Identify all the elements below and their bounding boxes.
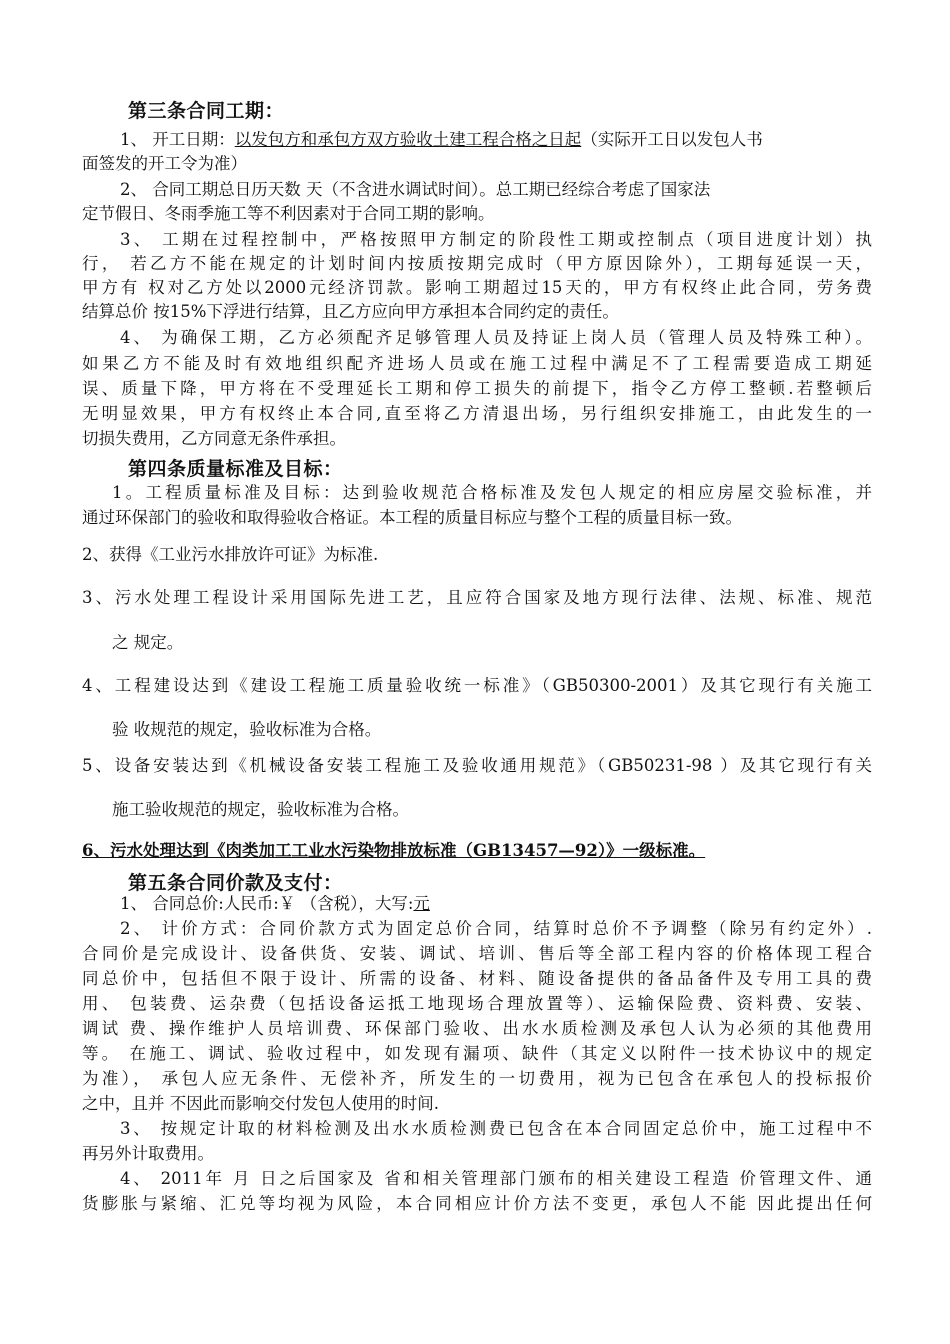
s3-line-1 [120, 129, 872, 151]
s4-item-2: 2、获得《工业污水排放许可证》为标准. [82, 545, 379, 564]
s3-line-1-suffix: （实际开工日以发包人书 [581, 130, 763, 149]
s4-item-3-cont: 之 规定。 [112, 633, 184, 652]
s5-line-6: 调试 费、操作维护人员培训费、环保部门验收、出水水质检测及承包人认为必须的其他费用 [82, 1019, 872, 1038]
s3-line-1-underlined: 以发包方和承包方双方验收土建工程合格之日起 [234, 130, 582, 149]
s4-line-1: 1。工程质量标准及目标：达到验收规范合格标准及发包人规定的相应房屋交验标准，并 [112, 483, 872, 502]
s3-line-9: 4、 为确保工期，乙方必须配齐足够管理人员及持证上岗人员（管理人员及特殊工种）。 [120, 328, 872, 347]
s3-line-8: 结算总价 按15%下浮进行结算，且乙方应向甲方承担本合同约定的责任。 [82, 302, 619, 321]
s5-line-13: 货膨胀与紧缩、汇兑等均视为风险，本合同相应计价方法不变更，承包人不能 因此提出任何 [82, 1194, 872, 1213]
s4-item-5: 5、设备安装达到《机械设备安装工程施工及验收通用规范》（GB50231-98 ）及其它现行有关 [82, 756, 872, 775]
s5-line-5: 用、 包装费、运杂费（包括设备运抵工地现场合理放置等）、运输保险费、资料费、安装、 [82, 994, 872, 1013]
s3-line-2: 面签发的开工令为准） [82, 154, 247, 173]
s5-line-10: 3、 按规定计取的材料检测及出水水质检测费已包含在本合同固定总价中，施工过程中不 [120, 1119, 872, 1138]
s3-line-12: 无明显效果，甲方有权终止本合同,直至将乙方清退出场，另行组织安排施工，由此发生的一 [82, 404, 872, 423]
s4-item-3: 3、污水处理工程设计采用国际先进工艺，且应符合国家及地方现行法律、法规、标准、规范 [82, 588, 872, 607]
s5-line-1 [120, 893, 872, 915]
s3-line-6: 行， 若乙方不能在规定的计划时间内按质按期完成时（甲方原因除外），工期每延误一天， [82, 254, 872, 273]
s3-line-1-prefix: 1、 开工日期： [120, 130, 235, 149]
s5-line-3: 合同价是完成设计、设备供货、安装、调试、培训、售后等全部工程内容的价格体现工程合 [82, 944, 872, 963]
section-3-heading: 第三条合同工期： [128, 100, 285, 122]
s5-line-11: 再另外计取费用。 [82, 1144, 214, 1163]
s3-line-7: 甲方有 权对乙方处以2000元经济罚款。影响工期超过15天的，甲方有权终止此合同，劳务费 [82, 278, 872, 297]
s5-line-7: 等。 在施工、调试、验收过程中，如发现有漏项、缺件（其定义以附件一技术协议中的规定 [82, 1044, 872, 1063]
s5-line-9: 之中，且并 不因此而影响交付发包人使用的时间. [82, 1094, 439, 1113]
s5-line-2: 2、 计价方式：合同价款方式为固定总价合同，结算时总价不予调整（除另有约定外）. [120, 919, 872, 938]
section-5-heading: 第五条合同价款及支付： [128, 872, 343, 894]
s3-line-11: 误、质量下降，甲方将在不受理延长工期和停工损失的前提下，指令乙方停工整顿.若整顿后 [82, 379, 872, 398]
s4-item-5-cont: 施工验收规范的规定，验收标准为合格。 [112, 800, 409, 819]
s5-line-8: 为准）， 承包人应无条件、无偿补齐，所发生的一切费用，视为已包含在承包人的投标报价 [82, 1069, 872, 1088]
s4-line-2: 通过环保部门的验收和取得验收合格证。本工程的质量目标应与整个工程的质量目标一致。 [82, 508, 742, 527]
section-4-heading: 第四条质量标准及目标： [128, 458, 343, 480]
s5-line-4: 同总价中，包括但不限于设计、所需的设备、材料、随设备提供的备品备件及专用工具的费 [82, 969, 872, 988]
s3-line-10: 如果乙方不能及时有效地组织配齐进场人员或在施工过程中满足不了工程需要造成工期延 [82, 354, 872, 373]
s5-line-1-underlined: 元 [413, 894, 430, 913]
s5-line-1-text: 1、 合同总价:人民币:￥ （含税），大写: [120, 894, 414, 913]
s4-item-4-cont: 验 收规范的规定，验收标准为合格。 [112, 720, 382, 739]
s5-line-12: 4、 2011年 月 日之后国家及 省和相关管理部门颁布的相关建设工程造 价管理文件、通 [120, 1169, 872, 1188]
s3-line-13: 切损失费用，乙方同意无条件承担。 [82, 429, 346, 448]
s3-line-5: 3、 工期在过程控制中，严格按照甲方制定的阶段性工期或控制点（项目进度计划）执 [120, 230, 872, 249]
s4-item-4: 4、工程建设达到《建设工程施工质量验收统一标准》（GB50300-2001）及其它现行有关施工 [82, 676, 872, 695]
s4-item-6: 6、污水处理达到《肉类加工工业水污染物排放标准（GB13457—92）》一级标准。 [82, 841, 706, 860]
s3-line-4: 定节假日、冬雨季施工等不利因素对于合同工期的影响。 [82, 204, 495, 223]
s3-line-3: 2、 合同工期总日历天数 天（不含进水调试时间）。总工期已经综合考虑了国家法 [120, 180, 711, 199]
